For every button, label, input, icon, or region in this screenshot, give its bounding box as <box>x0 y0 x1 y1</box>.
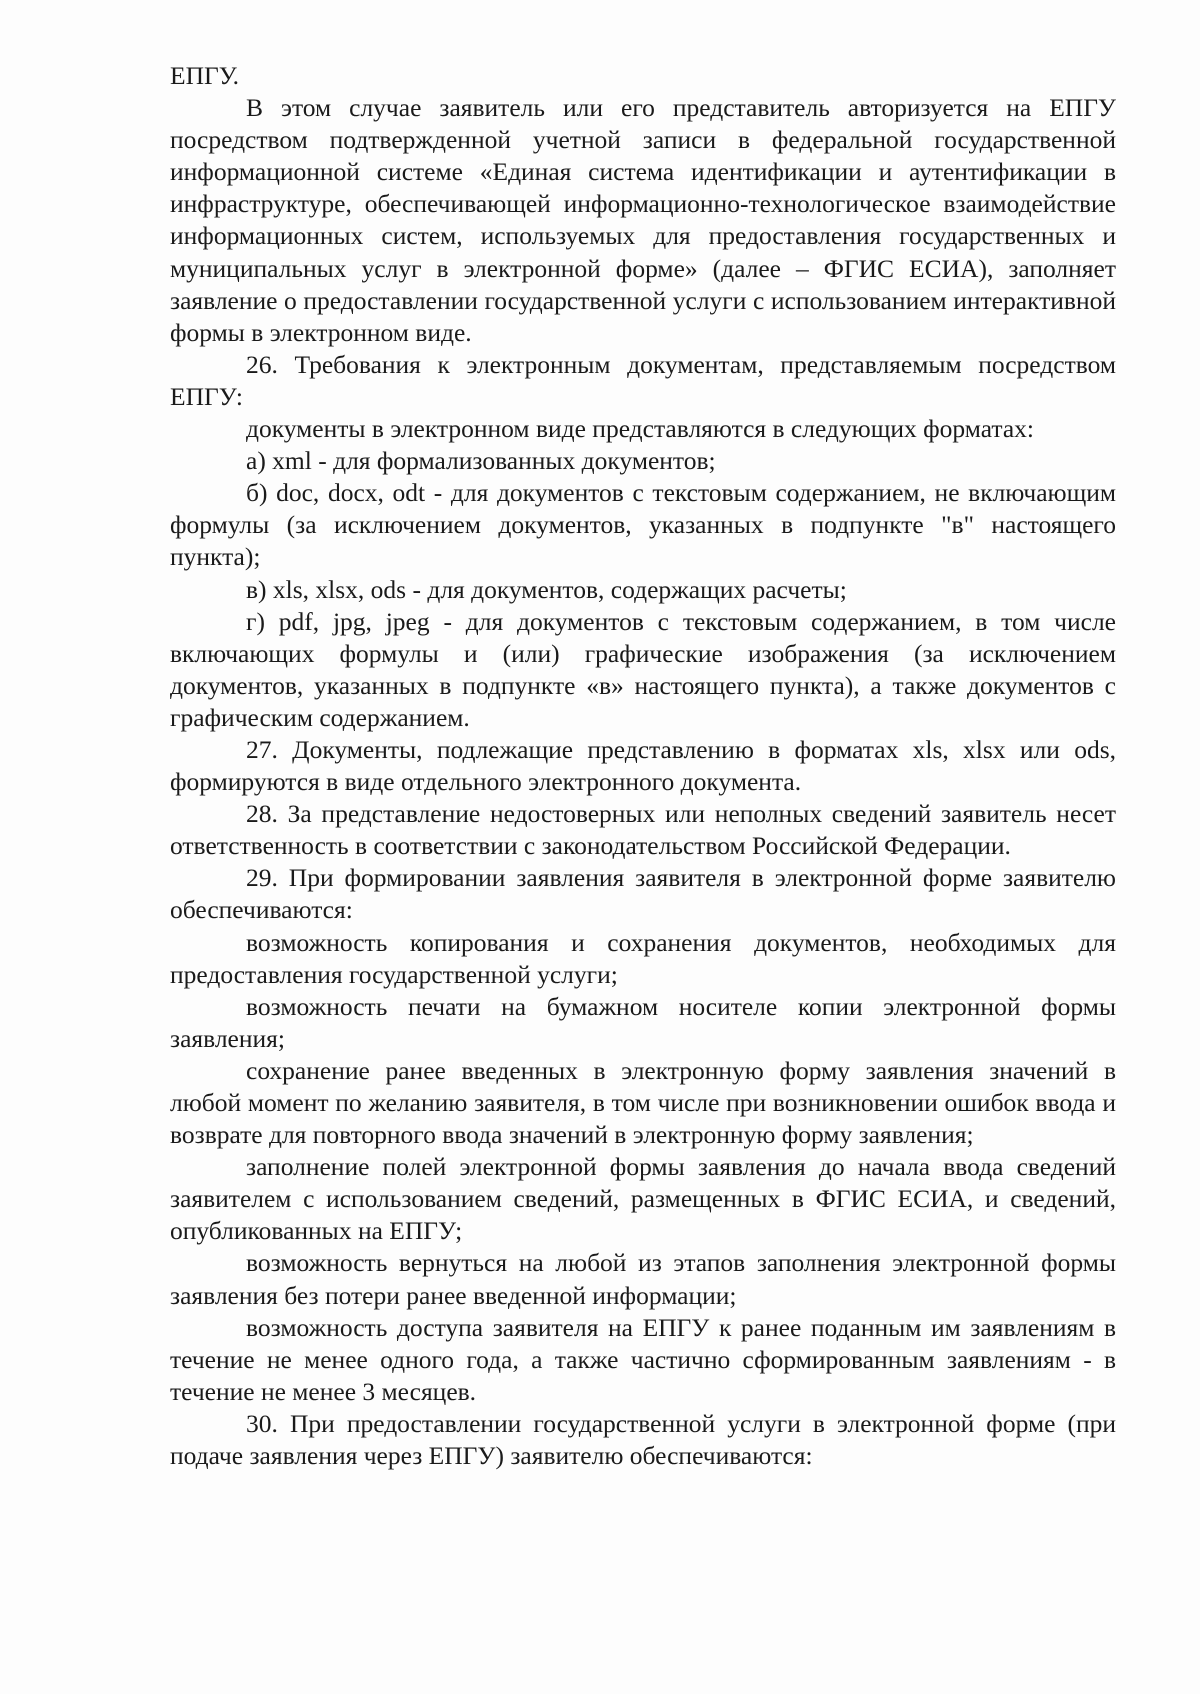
paragraph-30: 30. При предоставлении государственной услуги в электронной форме (при подаче заявления через ЕПГУ) заявителю обеспечиваются: <box>170 1408 1116 1471</box>
list-item-autofill: заполнение полей электронной формы заявления до начала ввода сведений заявителем с использованием сведений, размещенных в ФГИС ЕСИА, и сведений, опубликованных на ЕПГУ; <box>170 1152 1116 1246</box>
paragraph-27: 27. Документы, подлежащие представлению в форматах xls, xlsx или ods, формируются в виде отдельного электронного документа. <box>170 734 1116 797</box>
paragraph-authorization: В этом случае заявитель или его представитель авторизуется на ЕПГУ посредством подтвержденной учетной записи в федеральной государственной информационной системе «Единая система идентификации и аутентификации в инфраструктуре, обеспечивающей информационно-технологическое взаимодействие информационных систем, используемых для предоставления государственных и муниципальных услуг в электронной форме» (далее – ФГИС ЕСИА), заполняет заявление о предоставлении государственной услуги с использованием интерактивной формы в электронном виде. <box>170 93 1116 347</box>
list-item-copy-save: возможность копирования и сохранения документов, необходимых для предоставления государственной услуги; <box>170 927 1116 989</box>
paragraph-epgu-end: ЕПГУ. <box>170 61 240 90</box>
list-item-v-xls: в) xls, xlsx, ods - для документов, содержащих расчеты; <box>246 574 847 604</box>
list-item-access: возможность доступа заявителя на ЕПГУ к ранее поданным им заявлениям в течение не менее одного года, а также частично сформированным заявлениям - в течение не менее 3 месяцев. <box>170 1312 1116 1406</box>
list-item-print: возможность печати на бумажном носителе копии электронной формы заявления; <box>170 991 1116 1053</box>
list-item-b-doc: б) doc, docx, odt - для документов с текстовым содержанием, не включающим формулы (за исключением документов, указанных в подпункте "в" настоящего пункта); <box>170 478 1116 572</box>
list-item-a-xml: а) xml - для формализованных документов; <box>246 446 716 476</box>
list-item-save-values: сохранение ранее введенных в электронную форму заявления значений в любой момент по желанию заявителя, в том числе при возникновении ошибок ввода и возврате для повторного ввода значений в электронную форму заявления; <box>170 1055 1116 1150</box>
paragraph-28: 28. За представление недостоверных или неполных сведений заявитель несет ответственность в соответствии с законодательством Российской Федерации. <box>170 799 1116 861</box>
list-item-g-pdf: г) pdf, jpg, jpeg - для документов с текстовым содержанием, в том числе включающих формулы и (или) графические изображения (за исключением документов, указанных в подпункте «в» настоящего пункта), а также документов с графическим содержанием. <box>170 606 1116 732</box>
document-body <box>170 60 1116 1472</box>
paragraph-29: 29. При формировании заявления заявителя в электронной форме заявителю обеспечиваются: <box>170 863 1116 925</box>
paragraph-26-requirements: 26. Требования к электронным документам, представляемым посредством ЕПГУ: <box>170 349 1116 411</box>
list-item-return-step: возможность вернуться на любой из этапов заполнения электронной формы заявления без потери ранее введенной информации; <box>170 1248 1116 1310</box>
paragraph-formats-intro: документы в электронном виде представляются в следующих форматах: <box>246 414 1034 444</box>
